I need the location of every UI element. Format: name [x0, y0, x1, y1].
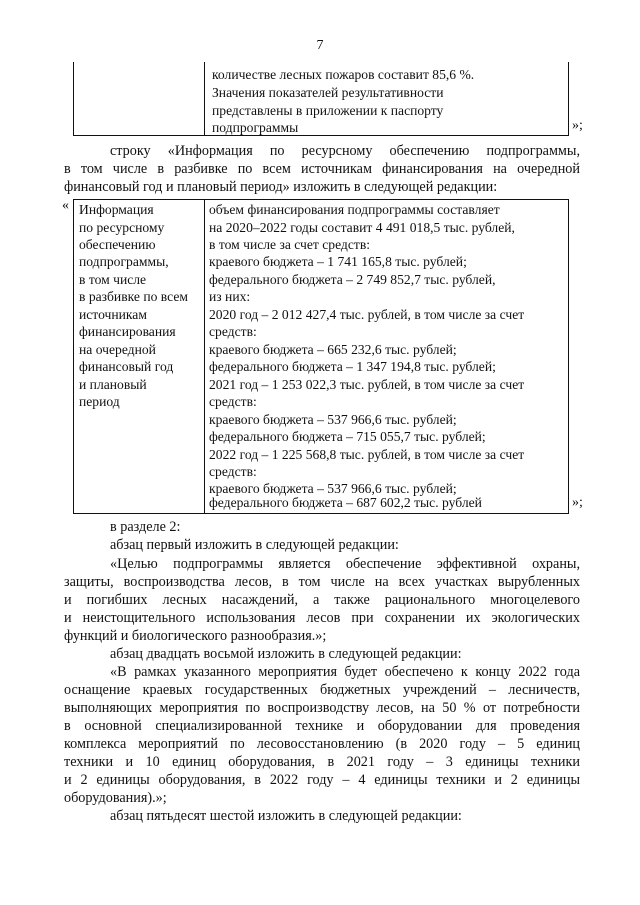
table-main-right-line: краевого бюджета – 537 966,6 тыс. рублей;	[209, 481, 457, 496]
table-main-right-line: в том числе за счет средств:	[209, 237, 371, 252]
table-main-right-line: 2020 год – 2 012 427,4 тыс. рублей, в том числе за счет	[209, 307, 525, 322]
paragraph-instruction: абзац первый изложить в следующей редакции:	[110, 537, 399, 553]
table-top-close-quote: »;	[572, 118, 583, 133]
intro-line: в том числе в разбивке по всем источникам финансирования на очередной	[64, 161, 580, 177]
table-main-right-line: краевого бюджета – 537 966,6 тыс. рублей;	[209, 412, 457, 427]
table-main-right-line: 2021 год – 1 253 022,3 тыс. рублей, в том числе за счет	[209, 377, 525, 392]
table-top-right-line: подпрограммы	[212, 120, 299, 135]
paragraph-line: выполняющих мероприятия по воспроизводству лесов, на 50 % от потребности	[64, 700, 580, 716]
paragraph-line: техники и 10 единиц оборудования, в 2021 году – 3 единицы техники	[64, 754, 580, 770]
table-main-left-line: финансирования	[79, 324, 176, 339]
table-main-right-line: федерального бюджета – 687 602,2 тыс. рублей	[209, 495, 482, 510]
paragraph-line: «В рамках указанного мероприятия будет обеспечено к концу 2022 года	[110, 664, 580, 680]
paragraph-line: и погибших лесных насаждений, а также рационального многоцелевого	[64, 592, 580, 608]
table-main-left-line: Информация	[79, 202, 154, 217]
table-main-left-line: источникам	[79, 307, 147, 322]
paragraph-line: и 2 единицы оборудования, в 2022 году – 4 единицы техники и 2 единицы	[64, 772, 580, 788]
table-main-right-line: объем финансирования подпрограммы составляет	[209, 202, 500, 217]
table-main-open-quote: «	[62, 198, 69, 213]
section-heading: в разделе 2:	[110, 519, 181, 535]
table-main-left-line: по ресурсному	[79, 220, 165, 235]
table-top-divider	[204, 62, 205, 136]
table-main-left-line: в разбивке по всем	[79, 289, 188, 304]
table-main-left-line: в том числе	[79, 272, 147, 287]
table-main-left-line: обеспечению	[79, 237, 156, 252]
table-top-right-line: количестве лесных пожаров составит 85,6 %.	[212, 67, 475, 82]
table-main-right-line: федерального бюджета – 2 749 852,7 тыс. рублей,	[209, 272, 496, 287]
paragraph-instruction: абзац пятьдесят шестой изложить в следующей редакции:	[110, 808, 462, 824]
paragraph-line: «Целью подпрограммы является обеспечение эффективной охраны,	[110, 556, 580, 572]
table-main-right-line: средств:	[209, 394, 257, 409]
table-main-right-line: 2022 год – 1 225 568,8 тыс. рублей, в том числе за счет	[209, 447, 525, 462]
table-main-right-line: федерального бюджета – 1 347 194,8 тыс. рублей;	[209, 359, 496, 374]
table-main-left-line: финансовый год	[79, 359, 174, 374]
paragraph-line: функций и биологического разнообразия.»;	[64, 628, 327, 644]
paragraph-instruction: абзац двадцать восьмой изложить в следующей редакции:	[110, 646, 462, 662]
paragraph-line: защиты, воспроизводства лесов, в том числе на всех участках вырубленных	[64, 574, 580, 590]
table-main-left-line: период	[79, 394, 120, 409]
intro-line: финансовый год и плановый период» изложить в следующей редакции:	[64, 179, 498, 195]
table-main-close-quote: »;	[572, 495, 583, 510]
intro-line: строку «Информация по ресурсному обеспечению подпрограммы,	[110, 143, 580, 159]
table-top-right-line: представлены в приложении к паспорту	[212, 103, 444, 118]
table-main-right-line: федерального бюджета – 715 055,7 тыс. рублей;	[209, 429, 486, 444]
table-main-right-line: средств:	[209, 464, 257, 479]
table-main-right-line: средств:	[209, 324, 257, 339]
paragraph-line: и неистощительного использования лесов при сохранении их экологических	[64, 610, 580, 626]
paragraph-line: в основной специализированной технике и оборудовании для проведения	[64, 718, 580, 734]
table-main-left-line: на очередной	[79, 342, 156, 357]
paragraph-line: комплекса мероприятий по лесовосстановлению (в 2020 году – 5 единиц	[64, 736, 580, 752]
table-main-right-line: краевого бюджета – 1 741 165,8 тыс. рублей;	[209, 254, 467, 269]
page-number: 7	[316, 38, 324, 53]
table-main-divider	[204, 199, 205, 513]
table-top-right-line: Значения показателей результативности	[212, 85, 444, 100]
paragraph-line: оборудования).»;	[64, 790, 167, 806]
table-main-left-line: подпрограммы,	[79, 254, 169, 269]
table-main-left-line: и плановый	[79, 377, 147, 392]
table-main-right-line: на 2020–2022 годы составит 4 491 018,5 тыс. рублей,	[209, 220, 515, 235]
table-main-right-line: из них:	[209, 289, 251, 304]
table-main-right-line: краевого бюджета – 665 232,6 тыс. рублей;	[209, 342, 457, 357]
paragraph-line: оснащение краевых государственных бюджетных учреждений – лесничеств,	[64, 682, 580, 698]
